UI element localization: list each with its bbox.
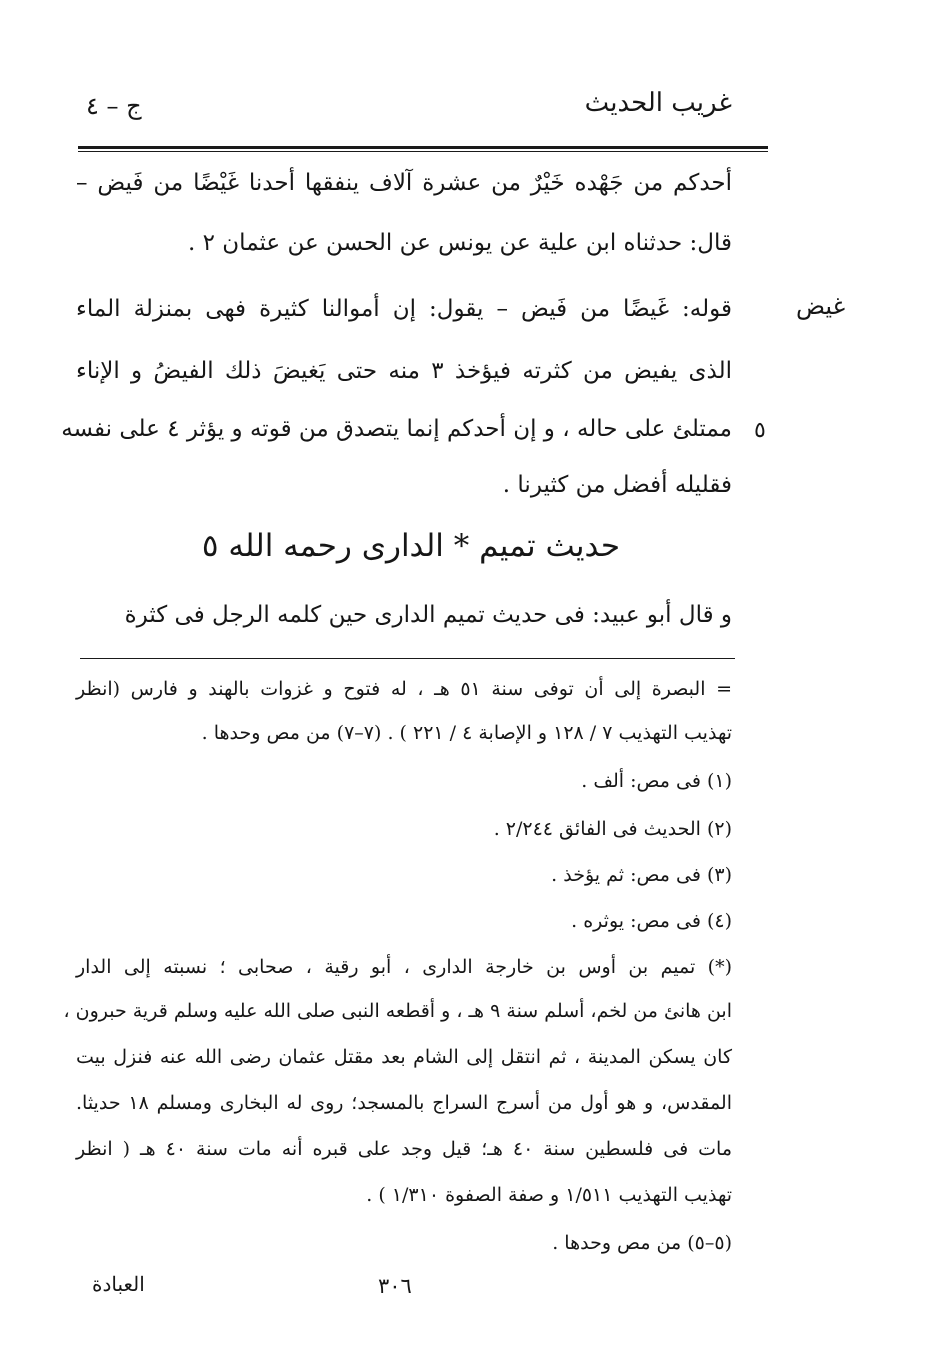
footnote-rule: [80, 658, 735, 659]
body-line: فقليله أفضل من كثيرنا .: [502, 472, 732, 498]
footnote-line: تهذيب التهذيب ١/٥١١ و صفة الصفوة ١/٣١٠ ) .: [366, 1184, 732, 1206]
margin-keyword: غيض: [796, 292, 846, 320]
body-line: أحدكم من جَهْده خَيْرٌ من عشرة آلاف ينفقها أحدنا غَيْضًا من فَيض –: [76, 170, 732, 196]
footnote-line: ابن هانئ من لخم، أسلم سنة ٩ هـ ، و أقطعه النبى صلى الله عليه وسلم قرية حبرون ،: [63, 1000, 732, 1022]
footnote-line: (*) تميم بن أوس بن خارجة الدارى ، أبو رقية ، صحابى ؛ نسبته إلى الدار: [76, 956, 732, 978]
footnote-line: (٤) فى مص: يوثره .: [571, 910, 732, 932]
footnote-line: مات فى فلسطين سنة ٤٠ هـ؛ قيل وجد على قبره أنه مات سنة ٤٠ هـ ( انظر: [76, 1138, 733, 1160]
running-header-title: غريب الحديث: [584, 88, 732, 118]
section-title: حديث تميم * الدارى رحمه الله ٥: [201, 528, 620, 564]
footnote-line: (٣) فى مص: ثم يؤخذ .: [551, 864, 732, 886]
footnote-line: (١) فى مص: ألف .: [581, 770, 732, 792]
footnote-line: = البصرة إلى أن توفى سنة ٥١ هـ ، له فتوح و غزوات بالهند و فارس (انظر: [76, 678, 733, 700]
body-line: قوله: غَيضًا من فَيض – يقول: إن أموالنا كثيرة فهى بمنزلة الماء: [76, 296, 732, 322]
body-line: ممتلئ على حاله ، و إن أحدكم إنما يتصدق من قوته و يؤثر ٤ على نفسه: [61, 416, 732, 442]
line-number: ٥: [754, 418, 766, 443]
footnote-line: المقدس، و هو أول من أسرج السراج بالمسجد؛ روى له البخارى ومسلم ١٨ حديثا.: [76, 1092, 732, 1114]
footnote-line: كان يسكن المدينة ، ثم انتقل إلى الشام بعد مقتل عثمان رضى الله عنه فنزل بيت: [76, 1046, 732, 1068]
header-rule: [78, 146, 768, 149]
footer-chapter-name: العبادة: [92, 1272, 145, 1296]
body-line: الذى يفيض من كثرته فيؤخذ ٣ منه حتى يَغيضَ ذلك الفيضُ و الإناء: [76, 358, 732, 384]
footnote-line: (٢) الحديث فى الفائق ٢/٢٤٤ .: [493, 818, 732, 840]
body-line: قال: حدثناه ابن علية عن يونس عن الحسن عن عثمان ٢ .: [188, 230, 732, 256]
volume-indicator: ج – ٤: [86, 92, 142, 120]
footnote-line: (٥–٥) من مص وحدها .: [552, 1232, 732, 1254]
page-number: ٣٠٦: [378, 1274, 412, 1298]
header-rule-thin: [78, 151, 768, 152]
section-intro: و قال أبو عبيد: فى حديث تميم الدارى حين كلمه الرجل فى كثرة: [124, 602, 732, 628]
footnote-line: تهذيب التهذيب ٧ / ١٢٨ و الإصابة ٤ / ٢٢١ ) . (٧–٧) من مص وحدها .: [201, 722, 732, 744]
